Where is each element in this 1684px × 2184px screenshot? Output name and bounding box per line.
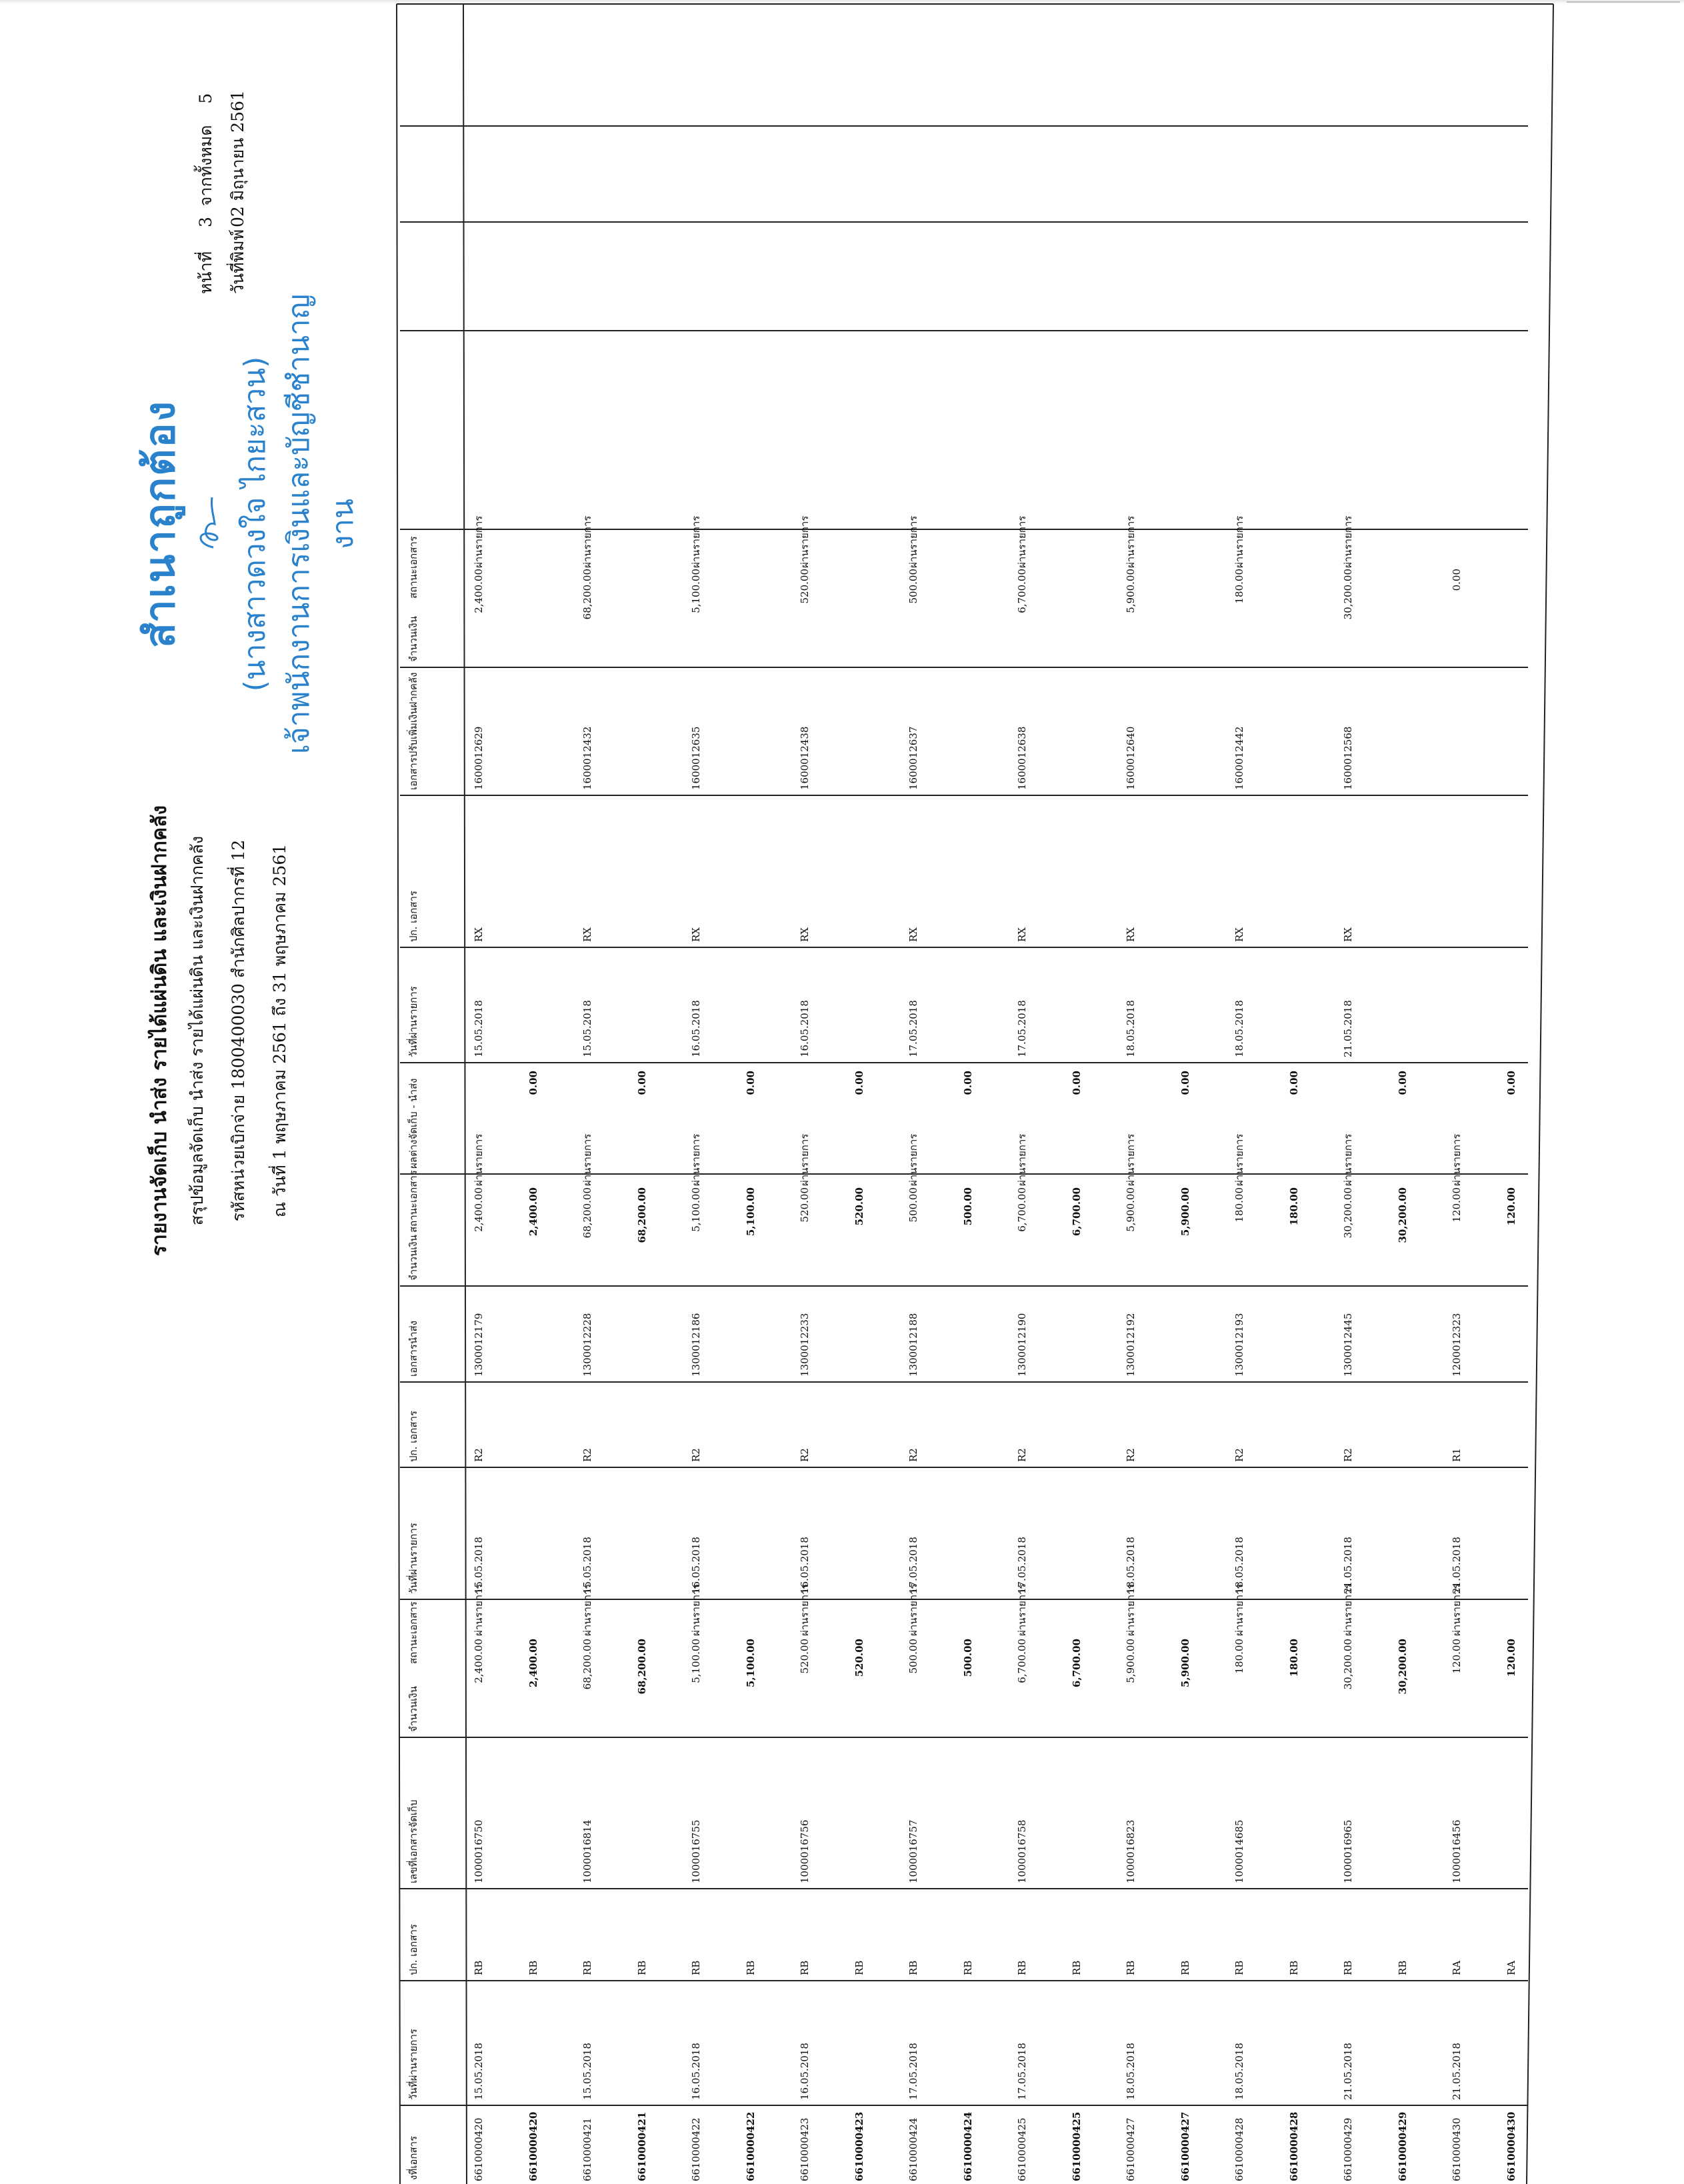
cell-astatus: ผ่านรายการ: [1342, 515, 1354, 568]
cell-samt: 5,100.00: [690, 1187, 702, 1232]
cell-adoc: 1600012432: [581, 726, 593, 790]
cell-sdoc: 1300012179: [473, 1313, 485, 1377]
cell-sdoc: 1200012323: [1451, 1313, 1463, 1377]
cell-sstatus: ผ่านรายการ: [581, 1133, 593, 1186]
cell-type2: RB: [745, 1960, 757, 1975]
cell-sdoc: 1300012445: [1342, 1313, 1354, 1377]
cell-ref: 1000016757: [907, 1819, 919, 1883]
cell-ssub: 120.00: [1505, 1187, 1517, 1226]
cell-type: RB: [1233, 1960, 1245, 1975]
cell-ref: 1000016755: [690, 1819, 702, 1883]
col-header-collect-ref: เลขที่เอกสารจัดเก็บ: [407, 1799, 419, 1883]
cell-sdate: 17.05.2018: [1016, 1537, 1028, 1594]
cell-sdate: 18.05.2018: [1125, 1537, 1137, 1594]
cell-diff: 0.00: [1071, 1071, 1083, 1095]
cell-samt: 180.00: [1233, 1187, 1245, 1223]
cell-adate: 16.05.2018: [690, 1000, 702, 1057]
cell-adate: 15.05.2018: [581, 1000, 593, 1057]
cell-diff: 0.00: [1179, 1071, 1191, 1095]
cell-atype: RX: [799, 927, 811, 942]
cell-status: ผ่านรายการ: [1451, 1583, 1463, 1636]
cell-type: RB: [1016, 1960, 1028, 1975]
cell-ref: 1000016823: [1125, 1819, 1137, 1883]
print-date: 02 มิถุนายน 2561: [228, 90, 247, 227]
cell-date: 17.05.2018: [907, 2043, 919, 2100]
cell-atype: RX: [581, 927, 593, 942]
col-header-doc-type: ปก. เอกสาร: [407, 1924, 419, 1975]
cell-sdate: 16.05.2018: [799, 1537, 811, 1594]
cell-sdate: 21.05.2018: [1342, 1537, 1354, 1594]
cell-stype: R2: [1125, 1448, 1137, 1462]
cell-aamt: 30,200.00: [1342, 569, 1354, 620]
cell-aamt: 6,700.00: [1016, 569, 1028, 613]
cell-astatus: ผ่านรายการ: [1016, 515, 1028, 568]
cell-doc: 6610000429: [1397, 2111, 1409, 2181]
cell-ssub: 5,100.00: [745, 1187, 757, 1237]
cell-samt: 30,200.00: [1342, 1187, 1354, 1239]
col-header-adj-amount: จำนวนเงิน: [407, 616, 419, 662]
cell-sub: 6,700.00: [1071, 1639, 1083, 1688]
cell-type2: RB: [962, 1960, 974, 1975]
col-header-post-date: วันที่ผ่านรายการ: [407, 2029, 419, 2100]
col-header-send-amount: จำนวนเงิน: [407, 1235, 419, 1281]
cell-sdate: 18.05.2018: [1233, 1537, 1245, 1594]
cell-atype: RX: [1342, 927, 1354, 942]
cell-adate: 16.05.2018: [799, 1000, 811, 1057]
cell-type: RB: [907, 1960, 919, 1975]
page-number: 3: [196, 217, 215, 227]
cell-type2: RB: [636, 1960, 648, 1975]
cell-doc: 6610000430: [1505, 2111, 1517, 2181]
cell-status: ผ่านรายการ: [907, 1583, 919, 1636]
cell-doc: 6610000427: [1125, 2117, 1137, 2181]
cell-diff: 0.00: [1505, 1071, 1517, 1095]
total-label: จากทั้งหมด: [196, 125, 215, 207]
cell-diff: 0.00: [853, 1071, 865, 1095]
cell-sdoc: 1300012233: [799, 1313, 811, 1377]
cell-sstatus: ผ่านรายการ: [907, 1133, 919, 1186]
cell-aamt: 0.00: [1451, 569, 1463, 591]
cell-type: RB: [1125, 1960, 1137, 1975]
cell-status: ผ่านรายการ: [799, 1583, 811, 1636]
cell-sdate: 15.05.2018: [473, 1537, 485, 1594]
cell-samt: 500.00: [907, 1187, 919, 1223]
cell-sub: 5,900.00: [1179, 1639, 1191, 1688]
cell-date: 15.05.2018: [473, 2043, 485, 2100]
cell-sstatus: ผ่านรายการ: [1016, 1133, 1028, 1186]
cell-ref: 1000016814: [581, 1819, 593, 1883]
cell-diff: 0.00: [636, 1071, 648, 1095]
cell-astatus: ผ่านรายการ: [581, 515, 593, 568]
cell-type2: RB: [527, 1960, 539, 1975]
cell-type: RA: [1451, 1960, 1463, 1975]
cell-date: 16.05.2018: [690, 2043, 702, 2100]
cell-status: ผ่านรายการ: [1233, 1583, 1245, 1636]
cell-type: RB: [690, 1960, 702, 1975]
col-header-send-status: สถานะเอกสาร: [407, 1170, 419, 1233]
cell-doc: 6610000420: [473, 2117, 485, 2181]
cell-status: ผ่านรายการ: [1342, 1583, 1354, 1636]
cell-date: 16.05.2018: [799, 2043, 811, 2100]
report-period: ณ วันที่ 1 พฤษภาคม 2561 ถึง 31 พฤษภาคม 2561: [270, 843, 289, 1218]
cell-atype: RX: [907, 927, 919, 942]
cell-status: ผ่านรายการ: [473, 1583, 485, 1636]
cell-amt: 30,200.00: [1342, 1639, 1354, 1690]
cell-doc: 6610000429: [1342, 2117, 1354, 2181]
cell-ssub: 5,900.00: [1179, 1187, 1191, 1237]
col-header-diff: ผลต่างจัดเก็บ - นำส่ง: [407, 1078, 419, 1169]
cell-adoc: 1600012568: [1342, 726, 1354, 790]
cell-amt: 2,400.00: [473, 1639, 485, 1683]
col-header-send-type: ปก. เอกสาร: [407, 1411, 419, 1462]
cell-sdoc: 1300012188: [907, 1313, 919, 1377]
cell-sub: 68,200.00: [636, 1639, 648, 1695]
cell-doc: 6610000424: [962, 2111, 974, 2181]
cell-atype: RX: [1016, 927, 1028, 942]
cell-aamt: 520.00: [799, 569, 811, 604]
signer-position: เจ้าพนักงานการเงินและบัญชีชำนาญงาน: [282, 293, 360, 755]
col-header-adj-status: สถานะเอกสาร: [407, 536, 419, 599]
cell-stype: R2: [1342, 1448, 1354, 1462]
cell-type: RB: [799, 1960, 811, 1975]
cell-aamt: 5,900.00: [1125, 569, 1137, 613]
cell-aamt: 500.00: [907, 569, 919, 604]
cell-stype: R1: [1451, 1448, 1463, 1462]
cell-sdate: 17.05.2018: [907, 1537, 919, 1594]
cell-doc: 6610000421: [581, 2117, 593, 2181]
cell-doc: 6610000427: [1179, 2111, 1191, 2181]
cell-sub: 520.00: [853, 1639, 865, 1677]
cell-ref: 1000016965: [1342, 1819, 1354, 1883]
cell-adate: 18.05.2018: [1233, 1000, 1245, 1057]
cell-doc: 6610000425: [1016, 2117, 1028, 2181]
cell-astatus: ผ่านรายการ: [690, 515, 702, 568]
cell-amt: 180.00: [1233, 1639, 1245, 1674]
cell-stype: R2: [690, 1448, 702, 1462]
cell-ref: 1000016756: [799, 1819, 811, 1883]
cell-date: 15.05.2018: [581, 2043, 593, 2100]
cell-sstatus: ผ่านรายการ: [1233, 1133, 1245, 1186]
cell-sstatus: ผ่านรายการ: [1342, 1133, 1354, 1186]
cell-stype: R2: [1016, 1448, 1028, 1462]
cell-date: 18.05.2018: [1125, 2043, 1137, 2100]
stamp-text: สำเนาถูกต้อง: [135, 400, 184, 648]
cell-amt: 520.00: [799, 1639, 811, 1674]
cell-doc: 6610000424: [907, 2117, 919, 2181]
report-title: รายงานจัดเก็บ นำส่ง รายได้แผ่นดิน และเงินฝากคลัง: [148, 805, 171, 1257]
col-header-send-date: วันที่ผ่านรายการ: [407, 1523, 419, 1594]
cell-aamt: 180.00: [1233, 569, 1245, 604]
cell-ref: 1000016456: [1451, 1819, 1463, 1883]
cell-samt: 120.00: [1451, 1187, 1463, 1223]
cell-diff: 0.00: [745, 1071, 757, 1095]
cell-sstatus: ผ่านรายการ: [1125, 1133, 1137, 1186]
cell-adate: 18.05.2018: [1125, 1000, 1137, 1057]
cell-status: ผ่านรายการ: [581, 1583, 593, 1636]
cell-doc: 6610000428: [1233, 2117, 1245, 2181]
col-header-adj-type: ปก. เอกสาร: [407, 891, 419, 942]
cell-doc: 6610000423: [799, 2117, 811, 2181]
cell-aamt: 2,400.00: [473, 569, 485, 613]
cell-ssub: 6,700.00: [1071, 1187, 1083, 1237]
cell-astatus: ผ่านรายการ: [1125, 515, 1137, 568]
cell-type2: RB: [1288, 1960, 1300, 1975]
cell-type2: RB: [853, 1960, 865, 1975]
cell-samt: 2,400.00: [473, 1187, 485, 1232]
total-pages: 5: [196, 93, 215, 104]
cell-type2: RB: [1397, 1960, 1409, 1975]
cell-sstatus: ผ่านรายการ: [473, 1133, 485, 1186]
cell-adate: 17.05.2018: [1016, 1000, 1028, 1057]
cell-type2: RB: [1071, 1960, 1083, 1975]
cell-adate: 21.05.2018: [1342, 1000, 1354, 1057]
col-header-send-doc: เอกสารนำส่ง: [407, 1320, 419, 1377]
cell-adate: 17.05.2018: [907, 1000, 919, 1057]
cell-diff: 0.00: [527, 1071, 539, 1095]
cell-sstatus: ผ่านรายการ: [799, 1133, 811, 1186]
cell-diff: 0.00: [962, 1071, 974, 1095]
cell-ssub: 68,200.00: [636, 1187, 648, 1243]
cell-type: RB: [473, 1960, 485, 1975]
cell-atype: RX: [1125, 927, 1137, 942]
cell-sub: 5,100.00: [745, 1639, 757, 1688]
cell-adoc: 1600012438: [799, 726, 811, 790]
cell-status: ผ่านรายการ: [1125, 1583, 1137, 1636]
cell-aamt: 68,200.00: [581, 569, 593, 620]
cell-atype: RX: [473, 927, 485, 942]
cell-adoc: 1600012640: [1125, 726, 1137, 790]
cell-type2: RB: [1179, 1960, 1191, 1975]
cell-date: 21.05.2018: [1451, 2043, 1463, 2100]
report-unit: รหัสหน่วยเบิกจ่าย 1800400030 สำนักศิลปากรที่ 12: [229, 839, 248, 1222]
cell-adoc: 1600012638: [1016, 726, 1028, 790]
cell-sdoc: 1300012228: [581, 1313, 593, 1377]
cell-adate: 15.05.2018: [473, 1000, 485, 1057]
cell-atype: RX: [690, 927, 702, 942]
cell-amt: 500.00: [907, 1639, 919, 1674]
cell-sdoc: 1300012192: [1125, 1313, 1137, 1377]
cell-amt: 120.00: [1451, 1639, 1463, 1674]
col-header-adj-date: วันที่ผ่านรายการ: [407, 986, 419, 1057]
cell-doc: 6610000425: [1071, 2111, 1083, 2181]
col-header-amount: จำนวนเงิน: [407, 1686, 419, 1732]
cell-amt: 5,900.00: [1125, 1639, 1137, 1683]
cell-type: RB: [1342, 1960, 1354, 1975]
cell-amt: 68,200.00: [581, 1639, 593, 1690]
cell-sdoc: 1300012193: [1233, 1313, 1245, 1377]
cell-ref: 1000016750: [473, 1819, 485, 1883]
cell-sdate: 21.05.2018: [1451, 1537, 1463, 1594]
cell-date: 21.05.2018: [1342, 2043, 1354, 2100]
cell-sub: 30,200.00: [1397, 1639, 1409, 1695]
cell-sdate: 16.05.2018: [690, 1537, 702, 1594]
cell-doc: 6610000422: [690, 2117, 702, 2181]
cell-ssub: 500.00: [962, 1187, 974, 1226]
cell-atype: RX: [1233, 927, 1245, 942]
cell-astatus: ผ่านรายการ: [799, 515, 811, 568]
cell-stype: R2: [799, 1448, 811, 1462]
cell-stype: R2: [473, 1448, 485, 1462]
print-label: วันที่พิมพ์: [228, 229, 247, 294]
cell-doc: 6610000430: [1451, 2117, 1463, 2181]
cell-date: 17.05.2018: [1016, 2043, 1028, 2100]
cell-stype: R2: [907, 1448, 919, 1462]
cell-ssub: 2,400.00: [527, 1187, 539, 1237]
cell-ssub: 520.00: [853, 1187, 865, 1226]
cell-adoc: 1600012635: [690, 726, 702, 790]
cell-astatus: ผ่านรายการ: [1233, 515, 1245, 568]
cell-sub: 180.00: [1288, 1639, 1300, 1677]
cell-sdate: 15.05.2018: [581, 1537, 593, 1594]
cell-ssub: 30,200.00: [1397, 1187, 1409, 1243]
cell-diff: 0.00: [1397, 1071, 1409, 1095]
cell-adoc: 1600012629: [473, 726, 485, 790]
signer-name: (นางสาวดวงใจ ไกยะสวน): [238, 356, 272, 692]
cell-samt: 68,200.00: [581, 1187, 593, 1239]
cell-samt: 5,900.00: [1125, 1187, 1137, 1232]
col-header-adj-doc: เอกสารปรับเพิ่มเงินฝากคลัง: [407, 672, 419, 790]
cell-sub: 120.00: [1505, 1639, 1517, 1677]
cell-samt: 520.00: [799, 1187, 811, 1223]
cell-stype: R2: [1233, 1448, 1245, 1462]
cell-doc: 6610000420: [527, 2111, 539, 2181]
cell-adoc: 1600012442: [1233, 726, 1245, 790]
cell-ref: 1000016758: [1016, 1819, 1028, 1883]
cell-date: 18.05.2018: [1233, 2043, 1245, 2100]
cell-amt: 5,100.00: [690, 1639, 702, 1683]
report-subtitle: สรุปข้อมูลจัดเก็บ นำส่ง รายได้แผ่นดิน และเงินฝากคลัง: [187, 835, 207, 1226]
col-header-status: สถานะเอกสาร: [407, 1601, 419, 1664]
col-header-doc-no: งที่เอกสาร: [407, 2135, 419, 2180]
cell-aamt: 5,100.00: [690, 569, 702, 613]
cell-type: RB: [581, 1960, 593, 1975]
cell-amt: 6,700.00: [1016, 1639, 1028, 1683]
cell-status: ผ่านรายการ: [690, 1583, 702, 1636]
cell-astatus: ผ่านรายการ: [473, 515, 485, 568]
cell-astatus: ผ่านรายการ: [907, 515, 919, 568]
cell-samt: 6,700.00: [1016, 1187, 1028, 1232]
cell-stype: R2: [581, 1448, 593, 1462]
cell-sub: 500.00: [962, 1639, 974, 1677]
page-label: หน้าที่: [196, 251, 215, 294]
cell-sub: 2,400.00: [527, 1639, 539, 1688]
cell-status: ผ่านรายการ: [1016, 1583, 1028, 1636]
cell-adoc: 1600012637: [907, 726, 919, 790]
cell-sstatus: ผ่านรายการ: [1451, 1133, 1463, 1186]
cell-doc: 6610000421: [636, 2111, 648, 2181]
cell-ref: 1000014685: [1233, 1819, 1245, 1883]
cell-ssub: 180.00: [1288, 1187, 1300, 1226]
cell-sdoc: 1300012186: [690, 1313, 702, 1377]
cell-doc: 6610000423: [853, 2111, 865, 2181]
cell-sstatus: ผ่านรายการ: [690, 1133, 702, 1186]
cell-doc: 6610000422: [745, 2111, 757, 2181]
cell-diff: 0.00: [1288, 1071, 1300, 1095]
cell-sdoc: 1300012190: [1016, 1313, 1028, 1377]
cell-doc: 6610000428: [1288, 2111, 1300, 2181]
cell-type2: RA: [1505, 1960, 1517, 1975]
